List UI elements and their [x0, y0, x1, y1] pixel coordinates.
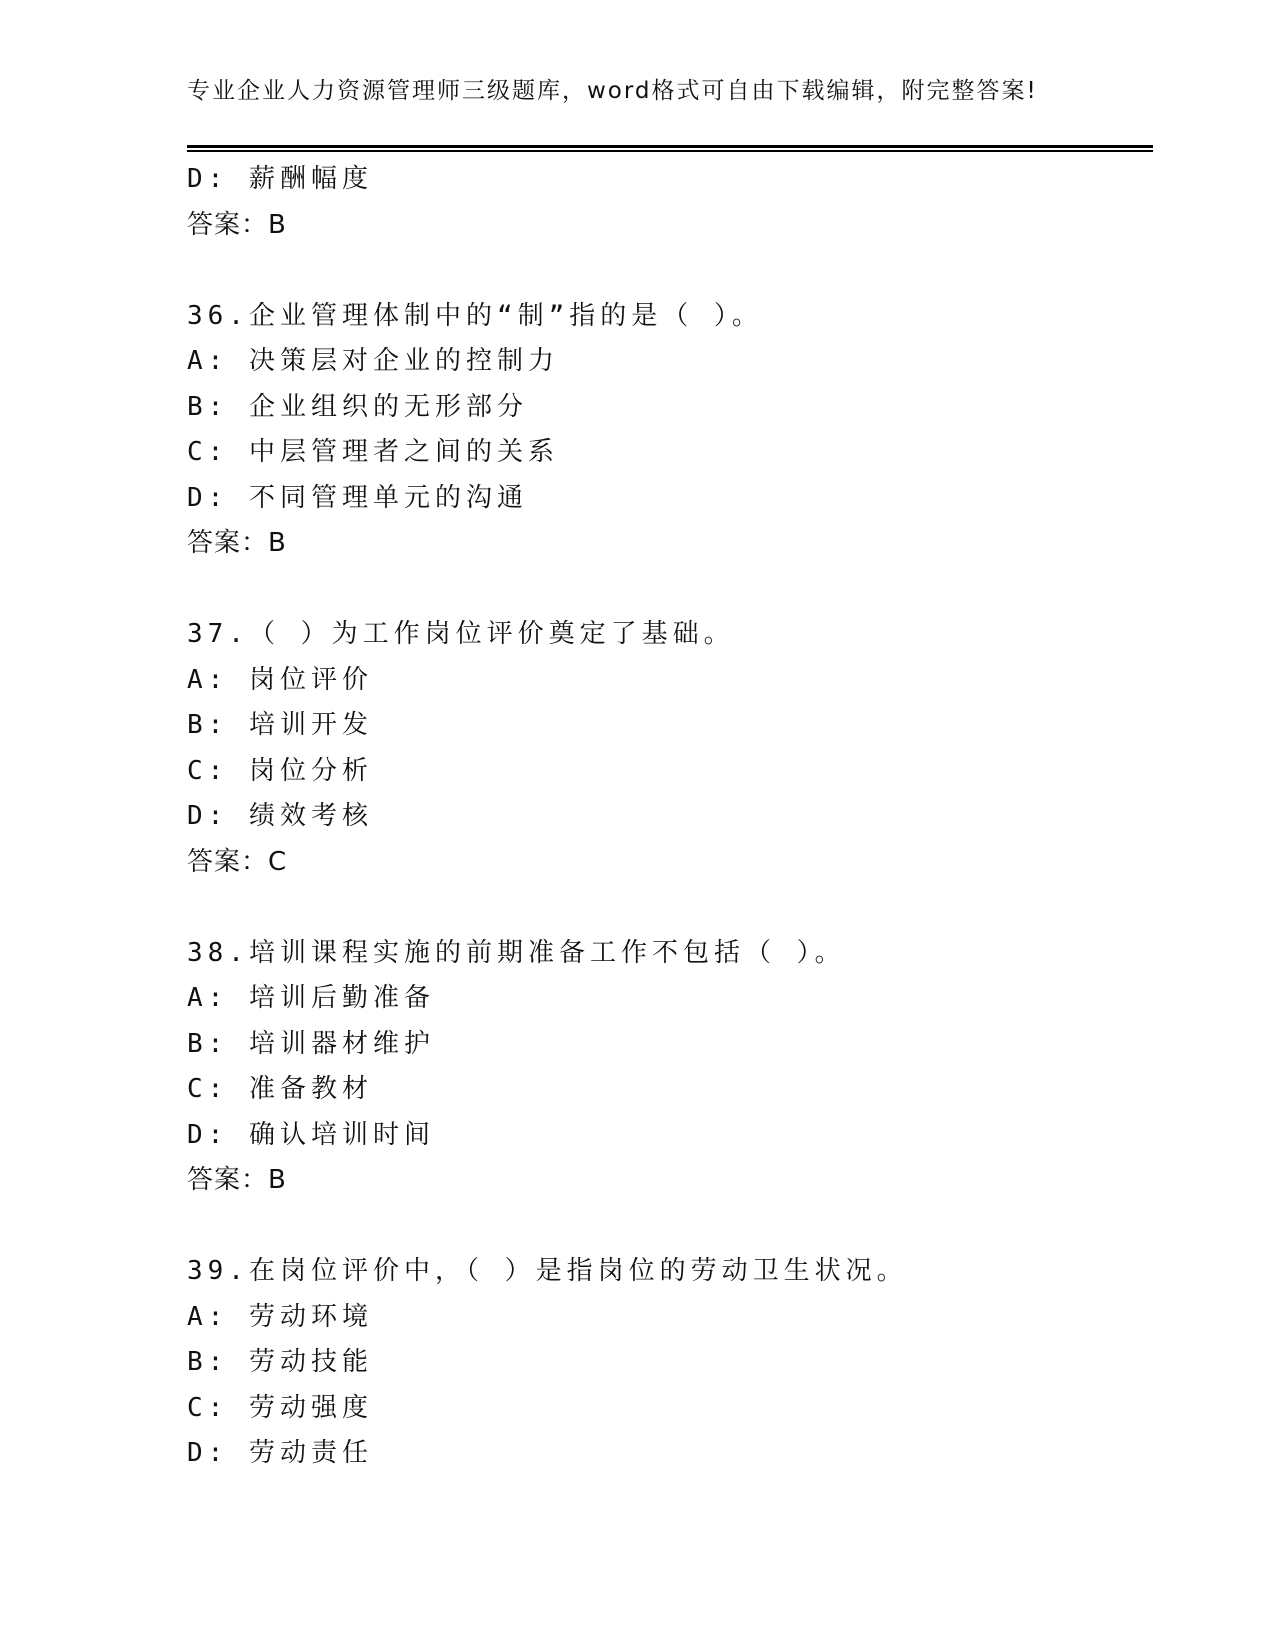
answer-line: 答案：B — [187, 1165, 287, 1195]
question-stem: 39.在岗位评价中，（ ）是指岗位的劳动卫生状况。 — [187, 1256, 908, 1286]
page-header: 专业企业人力资源管理师三级题库，word格式可自由下载编辑，附完整答案! — [187, 78, 1038, 104]
option-line: D: 薪酬幅度 — [187, 164, 373, 194]
option-line: A: 决策层对企业的控制力 — [187, 346, 559, 376]
header-divider — [187, 145, 1153, 152]
option-line: C: 劳动强度 — [187, 1392, 373, 1423]
option-line: B: 培训开发 — [187, 710, 373, 740]
option-line: D: 绩效考核 — [187, 801, 373, 831]
option-line: B: 培训器材维护 — [187, 1028, 435, 1059]
option-line: B: 企业组织的无形部分 — [187, 391, 528, 422]
option-line: A: 岗位评价 — [187, 664, 373, 695]
option-line: C: 中层管理者之间的关系 — [187, 437, 559, 467]
question-list — [187, 157, 1153, 1477]
option-line: A: 培训后勤准备 — [187, 983, 435, 1013]
question-block — [187, 1249, 1153, 1477]
question-stem: 37.（ ）为工作岗位评价奠定了基础。 — [187, 619, 735, 649]
option-line: A: 劳动环境 — [187, 1301, 373, 1332]
option-line: D: 不同管理单元的沟通 — [187, 482, 528, 513]
option-line: D: 确认培训时间 — [187, 1119, 435, 1150]
question-block — [187, 931, 1153, 1204]
answer-line: 答案：B — [187, 209, 287, 240]
option-line: D: 劳动责任 — [187, 1438, 373, 1468]
question-stem: 36.企业管理体制中的“制”指的是（ ）。 — [187, 300, 763, 331]
option-line: C: 岗位分析 — [187, 755, 373, 786]
question-stem: 38.培训课程实施的前期准备工作不包括（ ）。 — [187, 937, 846, 968]
answer-line: 答案：C — [187, 846, 288, 877]
question-block — [187, 612, 1153, 885]
question-block — [187, 294, 1153, 567]
answer-line: 答案：B — [187, 528, 287, 558]
option-line: C: 准备教材 — [187, 1074, 373, 1104]
option-line: B: 劳动技能 — [187, 1347, 373, 1377]
